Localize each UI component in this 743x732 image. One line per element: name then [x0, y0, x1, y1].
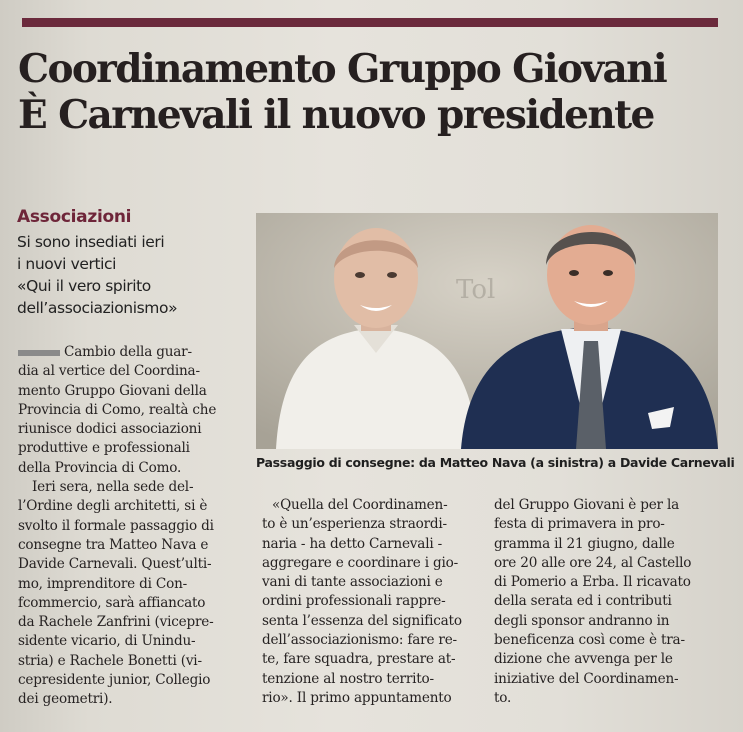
paragraph-line: iniziative del Coordinamen-: [494, 670, 679, 687]
paragraph-line: fcommercio, sarà affiancato: [18, 594, 206, 611]
subheadline-line: dell’associazionismo»: [17, 299, 178, 317]
paragraph-line: cepresidente junior, Collegio: [18, 672, 211, 689]
paragraph-line: Provincia di Como, realtà che: [18, 401, 217, 418]
headline-line-1: Coordinamento Gruppo Giovani: [18, 46, 667, 92]
paragraph-line: mo, imprenditore di Con-: [18, 575, 188, 592]
paragraph-line: dizione che avvenga per le: [494, 651, 673, 668]
paragraph-line: produttive e professionali: [18, 440, 190, 457]
paragraph-line: rio». Il primo appuntamento: [262, 689, 452, 706]
paragraph-line: Cambio della guar-: [18, 343, 216, 362]
paragraph-line: «Quella del Coordinamen-: [272, 497, 448, 513]
paragraph-line: dell’associazionismo: fare re-: [262, 632, 457, 649]
subheadline-line: Si sono insediati ieri: [17, 233, 165, 251]
paragraph-line: to è un’esperienza straordi-: [262, 516, 447, 533]
paragraph-line: to.: [494, 689, 512, 706]
paragraph-line: te, fare squadra, prestare at-: [262, 651, 456, 668]
paragraph-line: Ieri sera, nella sede del-: [32, 479, 194, 496]
news-photo: [256, 213, 718, 449]
paragraph-line: del Gruppo Giovani è per la: [494, 497, 680, 513]
paragraph-line: della serata ed i contributi: [494, 593, 672, 610]
paragraph-line: ore 20 alle ore 24, al Castello: [494, 554, 692, 571]
paragraph-line: vani di tante associazioni e: [262, 574, 443, 591]
subheadline-line: «Qui il vero spirito: [17, 277, 151, 295]
paragraph-line: naria - ha detto Carnevali -: [262, 535, 442, 552]
photo-caption: Passaggio di consegne: da Matteo Nava (a sinistra) a Davide Carnevali: [256, 455, 735, 470]
paragraph-line: l’Ordine degli architetti, si è: [18, 498, 208, 515]
paragraph-line: gramma il 21 giugno, dalle: [494, 535, 675, 552]
paragraph-line: dei geometri).: [18, 691, 113, 708]
paragraph-line: della Provincia di Como.: [18, 459, 182, 476]
paragraph-line: ordini professionali rappre-: [262, 593, 446, 610]
paragraph-line: di Pomerio a Erba. Il ricavato: [494, 574, 691, 591]
paragraph-line: svolto il formale passaggio di: [18, 517, 214, 534]
paragraph-line: festa di primavera in pro-: [494, 516, 665, 533]
paragraph-line: consegne tra Matteo Nava e: [18, 536, 209, 553]
paragraph-line: senta l’essenza del significato: [262, 612, 462, 629]
headline: [18, 46, 730, 138]
paragraph-line: sidente vicario, di Unindu-: [18, 633, 196, 650]
paragraph-line: beneficenza così come è tra-: [494, 632, 685, 649]
paragraph-line: mento Gruppo Giovani della: [18, 382, 207, 399]
headline-line-2: È Carnevali il nuovo presidente: [18, 92, 654, 138]
article-column-3: [494, 496, 691, 708]
section-accent-bar: [22, 18, 718, 27]
svg-text:Tol: Tol: [456, 275, 496, 305]
paragraph-line: degli sponsor andranno in: [494, 612, 670, 629]
paragraph-line: dia al vertice del Coordina-: [18, 363, 200, 380]
paragraph-line: riunisce dodici associazioni: [18, 421, 202, 438]
paragraph-line: aggregare e coordinare i gio-: [262, 554, 459, 571]
kicker: Associazioni: [17, 207, 132, 227]
subheadline-line: i nuovi vertici: [17, 255, 117, 273]
paragraph-line: Davide Carnevali. Quest’ulti-: [18, 556, 212, 573]
subheadline: [17, 231, 242, 319]
article-column-2: [262, 496, 462, 708]
paragraph-line: stria) e Rachele Bonetti (vi-: [18, 652, 202, 669]
paragraph-line: da Rachele Zanfrini (vicepre-: [18, 614, 214, 631]
photo-illustration: [256, 213, 718, 449]
lead-rule: [18, 350, 60, 356]
paragraph-line: tenzione al nostro territo-: [262, 670, 434, 687]
article-column-1: [18, 343, 216, 710]
